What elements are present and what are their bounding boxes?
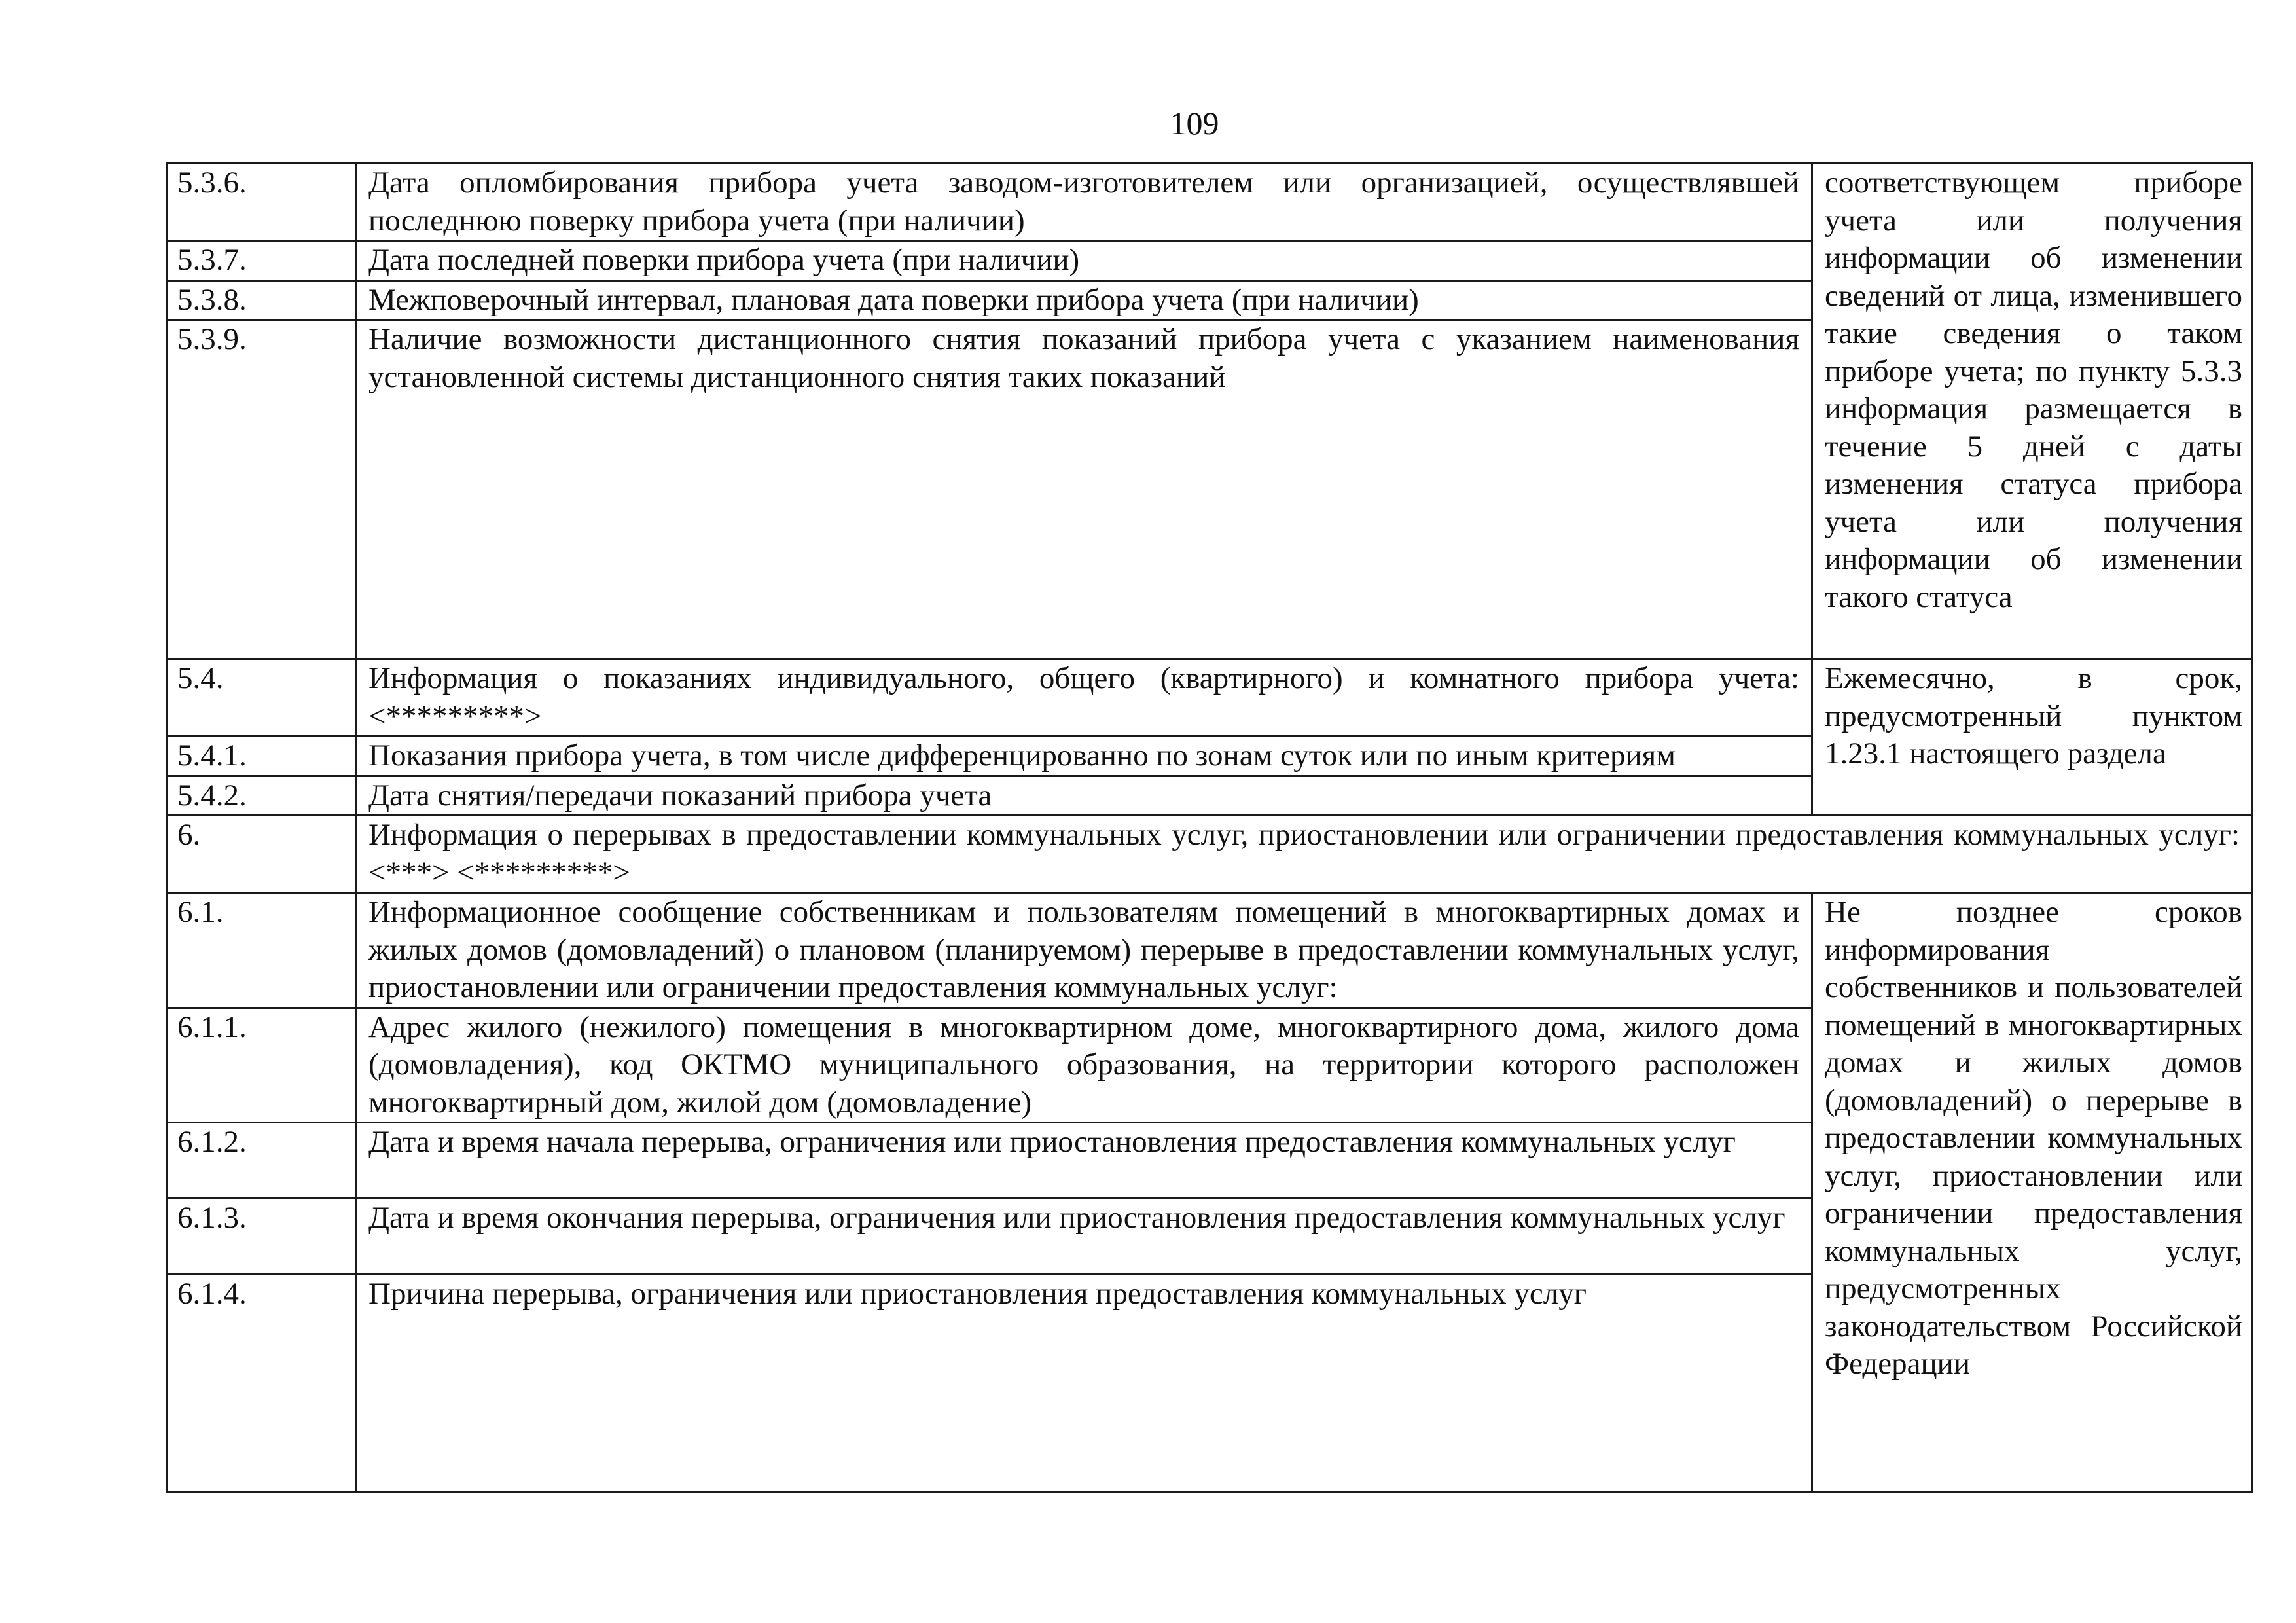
row-description: Дата и время начала перерыва, ограничения или приостановления предоставления коммунальных услуг: [356, 1123, 1812, 1199]
deadline-cell: Ежемесячно, в срок, предусмотренный пунктом 1.23.1 настоящего раздела: [1812, 659, 2253, 816]
row-number: 6.1.1.: [168, 1008, 356, 1123]
row-number: 6.1.2.: [168, 1123, 356, 1199]
row-description: Причина перерыва, ограничения или приостановления предоставления коммунальных услуг: [356, 1275, 1812, 1492]
row-number: 5.3.6.: [168, 164, 356, 241]
row-number: 5.4.1.: [168, 737, 356, 776]
row-description: Дата снятия/передачи показаний прибора учета: [356, 776, 1812, 816]
table-row: [168, 893, 2253, 1008]
row-description: Наличие возможности дистанционного снятия показаний прибора учета с указанием наименования установленной системы дистанционного снятия таких показаний: [356, 320, 1812, 659]
row-number: 6.1.3.: [168, 1199, 356, 1275]
row-description: Адрес жилого (нежилого) помещения в многоквартирном доме, многоквартирного дома, жилого дома (домовладения), код ОКТМО муниципального образования, на территории которого расположен многоквартирный дом, жилой дом (домовладение): [356, 1008, 1812, 1123]
deadline-cell: Не позднее сроков информирования собственников и пользователей помещений в многоквартирных домах и жилых домов (домовладений) о перерыве в предоставлении коммунальных услуг, приостановлении или ограничении предоставления коммунальных услуг, предусмотренных законодательством Российской Федерации: [1812, 893, 2253, 1492]
row-number: 6.1.: [168, 893, 356, 1008]
row-number: 6.1.4.: [168, 1275, 356, 1492]
row-description: Дата опломбирования прибора учета заводом-изготовителем или организацией, осуществлявшей последнюю поверку прибора учета (при наличии): [356, 164, 1812, 241]
table-row: [168, 659, 2253, 737]
row-description: Дата последней поверки прибора учета (при наличии): [356, 241, 1812, 281]
row-number: 5.4.: [168, 659, 356, 737]
deadline-cell: соответствующем приборе учета или получения информации об изменении сведений от лица, изменившего такие сведения о таком приборе учета; по пункту 5.3.3 информация размещается в течение 5 дней с даты изменения статуса прибора учета или получения информации об изменении такого статуса: [1812, 164, 2253, 659]
row-description: Межповерочный интервал, плановая дата поверки прибора учета (при наличии): [356, 280, 1812, 320]
page-number: 109: [1170, 105, 1219, 141]
row-number: 5.4.2.: [168, 776, 356, 816]
section-heading: Информация о перерывах в предоставлении коммунальных услуг, приостановлении или ограничении предоставления коммунальных услуг: <***> <*********>: [356, 816, 2253, 893]
row-description: Дата и время окончания перерыва, ограничения или приостановления предоставления коммунальных услуг: [356, 1199, 1812, 1275]
row-description: Информация о показаниях индивидуального, общего (квартирного) и комнатного прибора учета: <*********>: [356, 659, 1812, 737]
table-row: [168, 164, 2253, 241]
row-description: Показания прибора учета, в том числе дифференцированно по зонам суток или по иным критериям: [356, 737, 1812, 776]
row-number: 5.3.9.: [168, 320, 356, 659]
requirements-table: [166, 162, 2253, 1493]
row-number: 6.: [168, 816, 356, 893]
row-description: Информационное сообщение собственникам и пользователям помещений в многоквартирных домах и жилых домов (домовладений) о плановом (планируемом) перерыве в предоставлении коммунальных услуг, приостановлении или ограничении предоставления коммунальных услуг:: [356, 893, 1812, 1008]
row-number: 5.3.8.: [168, 280, 356, 320]
row-number: 5.3.7.: [168, 241, 356, 281]
table-row: [168, 816, 2253, 893]
